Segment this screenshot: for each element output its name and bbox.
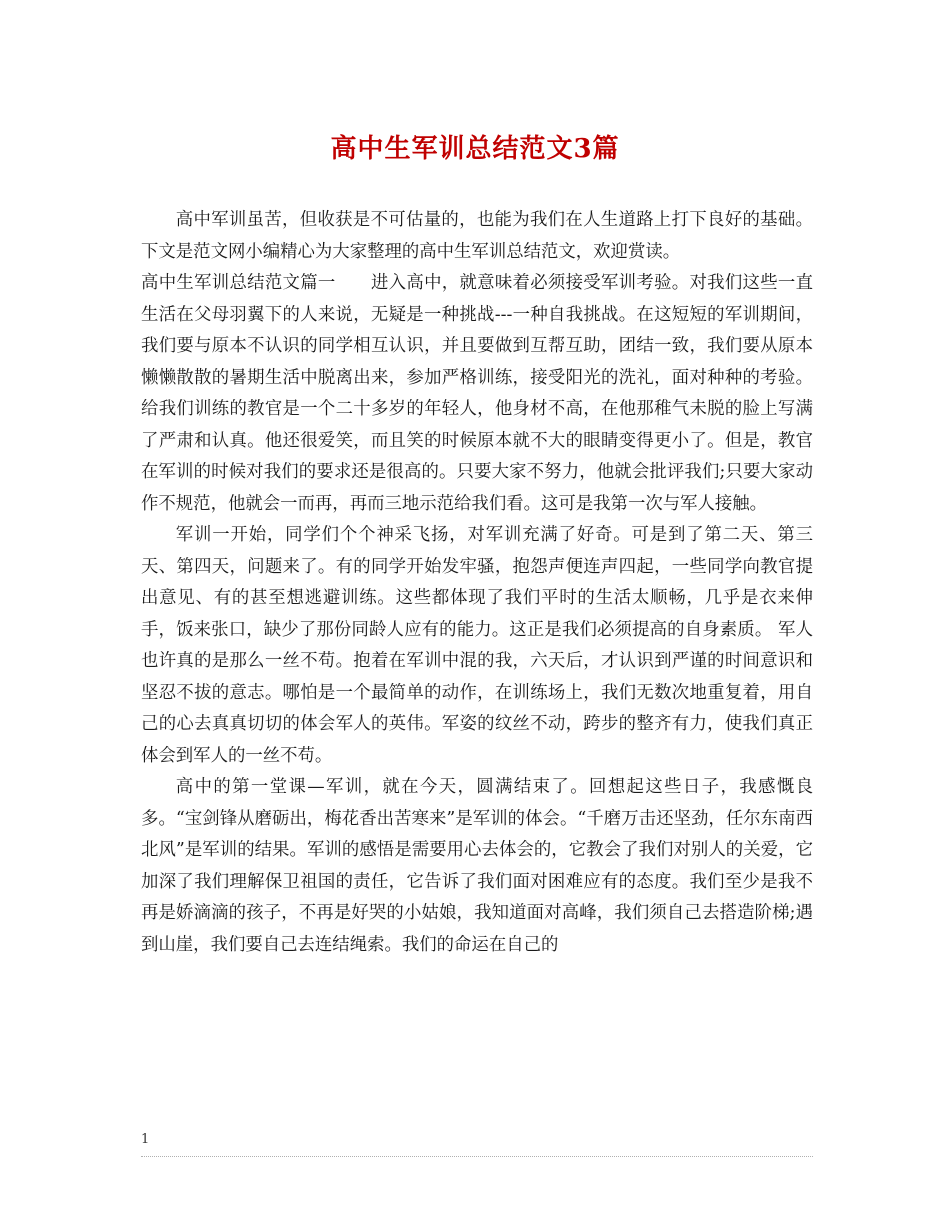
document-body [141, 205, 813, 961]
footer-divider [141, 1156, 813, 1157]
paragraph-first-lesson: 高中的第一堂课—军训，就在今天，圆满结束了。回想起这些日子，我感慨良多。“宝剑锋从磨砺出，梅花香出苦寒来”是军训的体会。“千磨万击还坚劲，任尔东南西北风”是军训的结果。军训的感悟是需要用心去体会的，它教会了我们对别人的关爱，它加深了我们理解保卫祖国的责任，它告诉了我们面对困难应有的态度。我们至少是我不再是娇滴滴的孩子，不再是好哭的小姑娘，我知道面对高峰，我们须自己去搭造阶梯;遇到山崖，我们要自己去连结绳索。我们的命运在自己的 [141, 777, 813, 955]
paragraph-essay-one: 高中生军训总结范文篇一 进入高中，就意味着必须接受军训考验。对我们这些一直生活在父母羽翼下的人来说，无疑是一种挑战---一种自我挑战。在这短短的军训期间，我们要与原本不认识的同学相互认识，并且要做到互帮互助，团结一致，我们要从原本懒懒散散的暑期生活中脱离出来，参加严格训练，接受阳光的洗礼，面对种种的考验。 给我们训练的教官是一个二十多岁的年轻人，他身材不高，在他那稚气未脱的脸上写满了严肃和认真。他还很爱笑，而且笑的时候原本就不大的眼睛变得更小了。但是，教官在军训的时候对我们的要求还是很高的。只要大家不努力，他就会批评我们;只要大家动作不规范，他就会一而再，再而三地示范给我们看。这可是我第一次与军人接触。 [141, 273, 813, 514]
page-number: 1 [141, 1132, 150, 1147]
document-title: 高中生军训总结范文3篇 [330, 134, 620, 164]
paragraph-intro: 高中军训虽苦，但收获是不可估量的，也能为我们在人生道路上打下良好的基础。下文是范文网小编精心为大家整理的高中生军训总结范文，欢迎赏读。 [141, 210, 813, 262]
paragraph-training-start: 军训一开始，同学们个个神采飞扬，对军训充满了好奇。可是到了第二天、第三天、第四天，问题来了。有的同学开始发牢骚，抱怨声便连声四起，一些同学向教官提出意见、有的甚至想逃避训练。这些都体现了我们平时的生活太顺畅，几乎是衣来伸手，饭来张口，缺少了那份同龄人应有的能力。这正是我们必须提高的自身素质。 军人也许真的是那么一丝不苟。抱着在军训中混的我，六天后，才认识到严谨的时间意识和坚忍不拔的意志。哪怕是一个最简单的动作，在训练场上，我们无数次地重复着，用自己的心去真真切切的体会军人的英伟。军姿的纹丝不动，跨步的整齐有力，使我们真正体会到军人的一丝不苟。 [141, 525, 813, 766]
